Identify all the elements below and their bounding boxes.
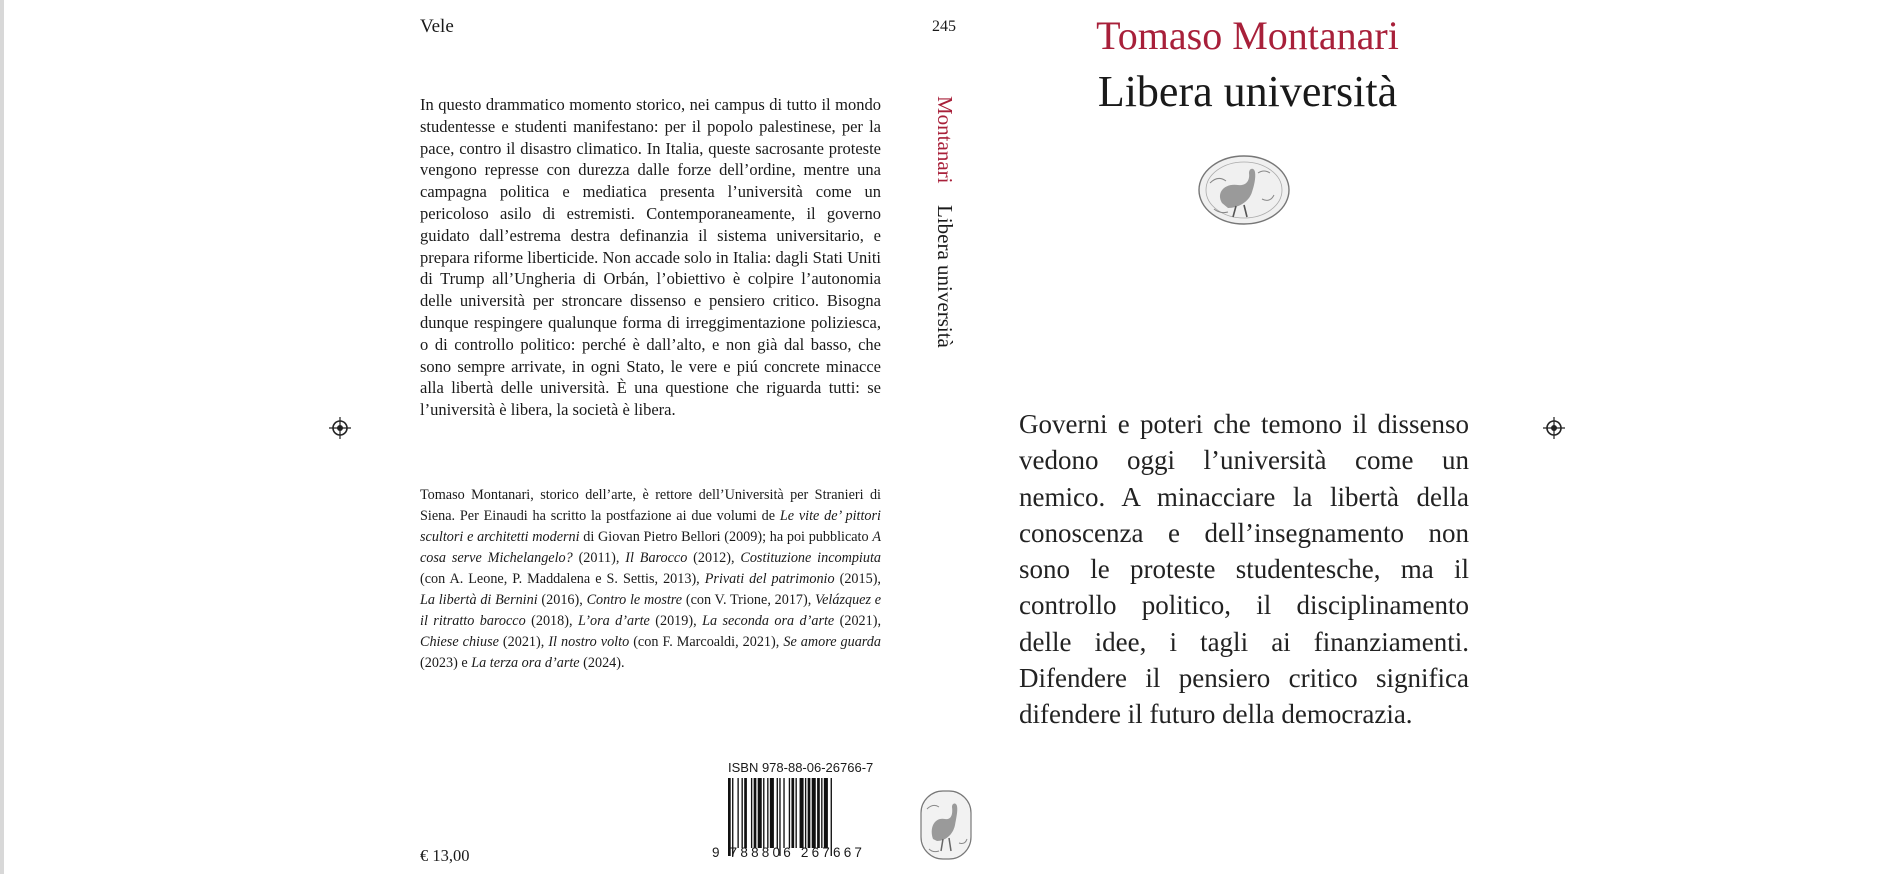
cover-author: Tomaso Montanari [1096, 13, 1399, 58]
barcode-bar [737, 778, 738, 848]
barcode-bar [812, 778, 816, 848]
barcode-bar [742, 778, 743, 848]
page-edge [0, 0, 4, 874]
barcode-bar [796, 778, 797, 848]
isbn-label: ISBN 978-88-06-26766-7 [728, 760, 874, 775]
barcode-bar [783, 778, 784, 848]
barcode-bar [763, 778, 764, 848]
series-name: Vele [420, 16, 454, 37]
barcode-bar [805, 778, 806, 848]
front-cover-blurb: Governi e poteri che temono il dissenso vedono oggi l’università come un nemico. A minacciare la libertà della conoscenza e dell’insegnamento non sono le proteste studentesche, ma il controllo politico, il disciplinamento delle idee, i tagli ai finanziamenti. Difendere il pensiero critico significa difendere il futuro della democrazia. [1019, 409, 1469, 730]
price: € 13,00 [420, 846, 470, 865]
cover-title: Libera università [1097, 67, 1398, 116]
barcode-bar [754, 778, 757, 848]
barcode-bar [767, 778, 768, 848]
barcode-bar [800, 778, 804, 848]
spine [932, 96, 957, 348]
barcode-bar [824, 778, 828, 848]
barcode-bar [751, 778, 752, 848]
barcode-bar [744, 778, 747, 848]
barcode-digits: 9 788806 267667 [712, 845, 866, 860]
barcode-bar [770, 778, 774, 848]
registration-mark-icon [329, 417, 351, 439]
series-number: 245 [932, 18, 956, 35]
ostrich-emblem-icon [919, 789, 973, 861]
registration-mark-icon [1543, 417, 1565, 439]
spine-title: Libera università [933, 205, 957, 349]
spine-author: Montanari [933, 96, 957, 184]
barcode-bar [808, 778, 811, 848]
barcode-bar [758, 778, 762, 848]
barcode-bar [817, 778, 820, 848]
barcode-bar [777, 778, 778, 848]
author-bio: Tomaso Montanari, storico dell’arte, è rettore dell’Università per Stranieri di Siena. Per Einaudi ha scritto la postfazione ai due volumi de Le vite de’ pittori scultori e architetti moderni di Giovan Pietro Bellori (2009); ha poi pubblicato A cosa serve Michelangelo? (2011), Il Barocco (2012), Costituzione incompiuta (con A. Leone, P. Maddalena e S. Settis, 2013), Privati del patrimonio (2015), La libertà di Bernini (2016), Contro le mostre (con V. Trione, 2017), Velázquez e il ritratto barocco (2018), L’ora d’arte (2019), La seconda ora d’arte (2021), Chiese chiuse (2021), Il nostro volto (con F. Marcoaldi, 2021), Se amore guarda (2023) e La terza ora d’arte (2024). [420, 487, 882, 671]
barcode-bar [791, 778, 794, 848]
ostrich-emblem-icon [1196, 153, 1292, 227]
barcode-bar [821, 778, 822, 848]
barcode-bar [789, 778, 790, 848]
back-cover-blurb: In questo drammatico momento storico, nei campus di tutto il mondo studentesse e studenti manifestano: per il popolo palestinese, per la pace, contro il disastro climatico. In Italia, queste sacrosante proteste vengono represse con durezza dalle forze dell’ordine, mentre una campagna politica e mediatica presenta l’università come un pericoloso asilo di estremisti. Contemporaneamente, il governo guidato dall’estrema destra definanzia il sistema universitario, e prepara riforme liberticide. Non accade solo in Italia: dagli Stati Uniti di Trump all’Ungheria di Orbán, l’obiettivo è colpire l’autonomia delle università per stroncare dissenso e pensiero critico. Bisogna dunque respingere qualunque forma di irreggimentazione poliziesca, o di controllo politico: perché è dall’alto, e non già dal basso, che sono sempre arrivate, in ogni Stato, le vere e piú concrete minacce alla libertà delle università. È una questione che riguarda tutti: se l’università è libera, la società è libera. [420, 95, 881, 420]
